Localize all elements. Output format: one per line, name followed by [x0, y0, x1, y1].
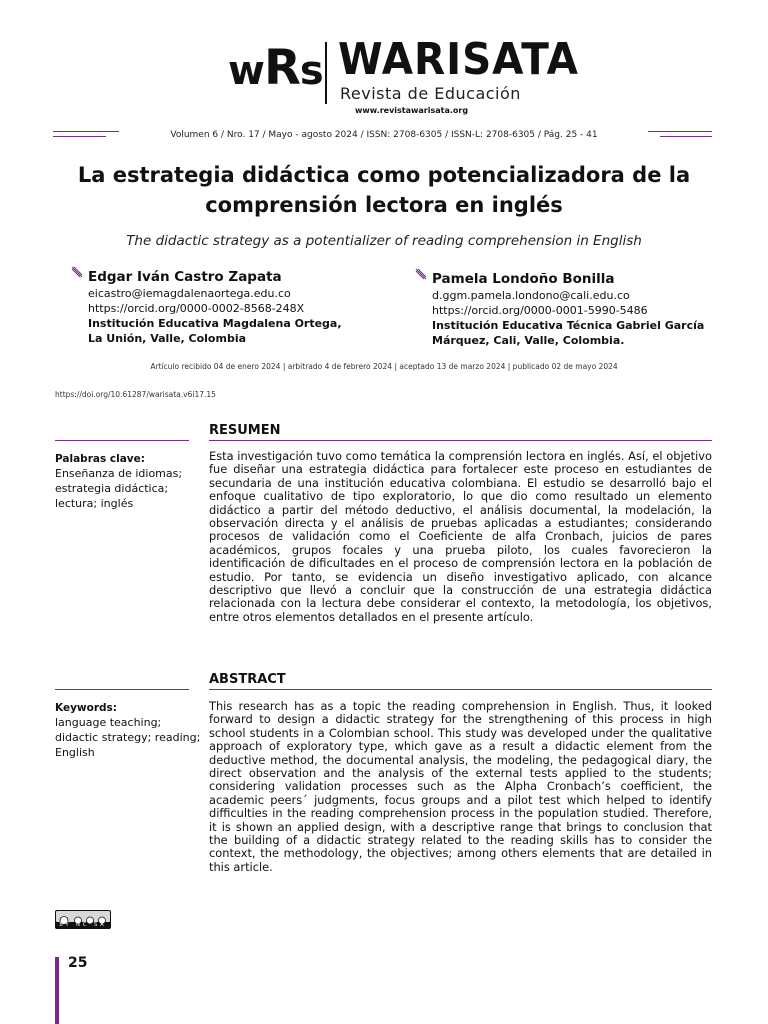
- page-accent-bar: [55, 957, 59, 1024]
- keywords-label-es: Palabras clave:: [55, 453, 145, 465]
- logo-letter-s: s: [299, 48, 323, 94]
- author-location: La Unión, Valle, Colombia: [88, 332, 247, 345]
- author-location: Márquez, Cali, Valle, Colombia.: [432, 334, 625, 347]
- article-dates: Artículo recibido 04 de enero 2024 | arbitrado 4 de febrero 2024 | aceptado 13 de marzo 2024 | publicado 02 de mayo 2024: [150, 362, 618, 371]
- author-pen-icon: [71, 266, 83, 278]
- author-institution: Institución Educativa Técnica Gabriel García: [432, 319, 705, 332]
- journal-subtitle: Revista de Educación: [340, 84, 521, 103]
- author-orcid[interactable]: https://orcid.org/0000-0001-5990-5486: [432, 304, 648, 317]
- section-rule: [209, 440, 712, 441]
- author-block-1: [88, 268, 378, 346]
- author-name: Edgar Iván Castro Zapata: [88, 269, 282, 285]
- issue-info: Volumen 6 / Nro. 17 / Mayo - agosto 2024 / ISSN: 2708-6305 / ISSN-L: 2708-6305 / Pág. 25 - 41: [170, 130, 598, 140]
- keywords-es: Enseñanza de idiomas; estrategia didáctica; lectura; inglés: [55, 467, 183, 510]
- journal-website-link[interactable]: www.revistawarisata.org: [355, 106, 469, 115]
- resumen-heading: RESUMEN: [209, 423, 281, 438]
- section-rule: [209, 689, 712, 690]
- journal-logo-mark: [228, 40, 323, 96]
- author-email[interactable]: eicastro@iemagdalenaortega.edu.co: [88, 287, 291, 300]
- author-name: Pamela Londoño Bonilla: [432, 271, 615, 287]
- section-rule: [55, 689, 189, 690]
- doi-link[interactable]: https://doi.org/10.61287/warisata.v6i17.15: [55, 390, 216, 399]
- author-institution: Institución Educativa Magdalena Ortega,: [88, 317, 342, 330]
- author-block-2: [432, 270, 722, 348]
- page-number: 25: [68, 955, 88, 971]
- cc-license-badge[interactable]: [55, 910, 111, 929]
- section-rule: [55, 440, 189, 441]
- cc-license-label: BY NC SA: [59, 922, 107, 928]
- keywords-label-en: Keywords:: [55, 702, 117, 714]
- logo-letter-r: R: [263, 40, 300, 96]
- author-orcid[interactable]: https://orcid.org/0000-0002-8568-248X: [88, 302, 305, 315]
- abstract-heading: ABSTRACT: [209, 672, 286, 687]
- cc-icons: [56, 911, 110, 922]
- article-title-english: The didactic strategy as a potentializer of reading comprehension in English: [126, 233, 642, 249]
- journal-name: WARISATA: [338, 34, 579, 85]
- author-pen-icon: [415, 268, 427, 280]
- keywords-en: language teaching; didactic strategy; reading; English: [55, 716, 201, 759]
- logo-divider: [325, 42, 327, 104]
- logo-letter-w: w: [228, 48, 264, 94]
- resumen-text: Esta investigación tuvo como temática la comprensión lectora en inglés. Así, el objetivo fue diseñar una estrategia didáctica para fortalecer este proceso en estudiantes de secundaria de una institución educativa colombiana. El estudio se desarrolló bajo el enfoque cualitativo de tipo exploratorio, lo que dio como resultado un elemento didáctico a partir del método deductivo, el análisis documental, la modelación, la observación directa y el análisis de pruebas aplicadas a estudiantes; considerando procesos de validación como el Coeficiente de alfa Cronbach, juicios de pares académicos, grupos focales y una prueba piloto, los cuales favorecieron la identificación de dificultades en el proceso de comprensión lectora en la población de estudio. Por tanto, se evidencia un diseño investigativo aplicado, con alcance descriptivo que llevó a concluir que la construcción de una estrategia didáctica relacionada con la lectura debe considerar el contexto, la metodología, los objetivos, entre otros elementos detallados en el presente artículo.: [209, 449, 712, 624]
- author-email[interactable]: d.ggm.pamela.londono@cali.edu.co: [432, 289, 630, 302]
- abstract-text: This research has as a topic the reading comprehension in English. Thus, it looked forward to design a didactic strategy for the strengthening of this process in high school students in a Colombian school. This study was developed under the qualitative approach of exploratory type, which gave as a result a didactic element from the deductive method, the documental analysis, the modeling, the pedagogical diary, the direct observation and the analysis of the external tests applied to the students; considering validation processes such as the Alpha Cronbach’s coefficient, the academic peers´ judgments, focus groups and a pilot test which helped to identify difficulties in the reading comprehension process in the population studied. Therefore, it is shown an applied design, with a descriptive range that brings to conclusion that the building of a didactic strategy related to the reading skills has to consider the context, the methodology, the objectives; among others elements that are detailed in this article.: [209, 699, 712, 874]
- article-title: La estrategia didáctica como potencializadora de la comprensión lectora en inglés: [77, 163, 691, 217]
